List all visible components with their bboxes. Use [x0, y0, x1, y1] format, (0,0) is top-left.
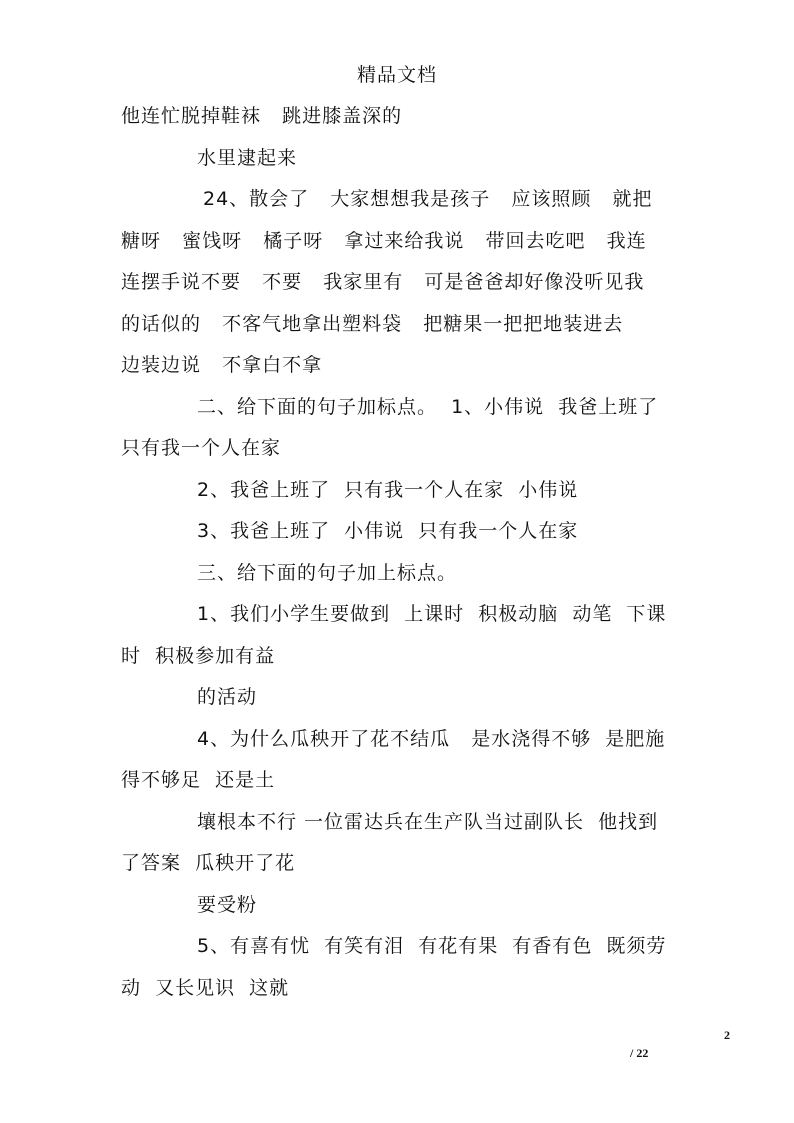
text-line: 的活动: [197, 686, 258, 708]
text-line: 3、我爸上班了 小伟说 只有我一个人在家: [197, 520, 579, 542]
page-header-title: 精品文档: [356, 64, 437, 86]
text-line: 动 又长见识 这就: [121, 976, 290, 999]
text-line: 壤根本不行 一位雷达兵在生产队当过副队长 他找到: [197, 810, 659, 833]
text-line: 1、我们小学生要做到 上课时 积极动脑 动笔 下课: [197, 603, 667, 625]
text-line: 5、有喜有忧 有笑有泪 有花有果 有香有色 既须劳: [197, 935, 667, 957]
text-line: 只有我一个人在家: [121, 437, 282, 459]
page-total: / 22: [630, 1046, 649, 1060]
text-line: 水里逮起来: [197, 146, 298, 169]
page-number: 2: [724, 1028, 730, 1042]
text-line: 2、我爸上班了 只有我一个人在家 小伟说: [197, 478, 579, 501]
text-line: 了答案 瓜秧开了花: [121, 852, 296, 874]
section-heading-punctuation-2: 三、给下面的句子加上标点。: [197, 561, 458, 584]
document-body: [121, 96, 681, 1009]
text-line: 4、为什么瓜秧开了花不结瓜 是水浇得不够 是肥施: [197, 727, 666, 750]
section-heading-punctuation: 二、给下面的句子加标点。 1、小伟说 我爸上班了: [197, 395, 659, 418]
text-line: 24、散会了 大家想想我是孩子 应该照顾 就把: [203, 188, 653, 210]
text-line: 得不够足 还是土: [121, 769, 276, 791]
text-line: 糖呀 蜜饯呀 橘子呀 拿过来给我说 带回去吃吧 我连: [121, 229, 647, 252]
text-line: 时 积极参加有益: [121, 644, 276, 667]
text-line: 的话似的 不客气地拿出塑料袋 把糖果一把把地装进去: [121, 312, 624, 335]
text-line: 要受粉: [197, 893, 258, 916]
text-line: 边装边说 不拿白不拿: [121, 354, 323, 376]
text-line: 他连忙脱掉鞋袜 跳进膝盖深的: [121, 105, 403, 127]
text-line: 连摆手说不要 不要 我家里有 可是爸爸却好像没听见我: [121, 271, 645, 293]
